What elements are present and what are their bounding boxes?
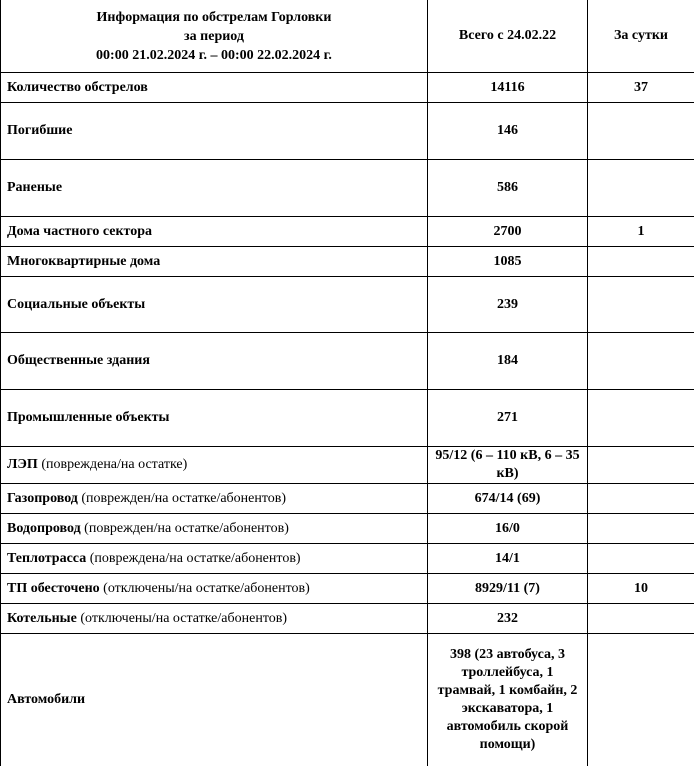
row-note: (поврежден/на остатке/абонентов) <box>78 491 286 506</box>
row-total: 146 <box>428 103 588 160</box>
table-row <box>1 103 694 160</box>
row-total: 239 <box>428 277 588 333</box>
row-day <box>588 514 694 544</box>
table-title <box>1 0 428 73</box>
row-label: Автомобили <box>7 692 85 707</box>
row-label: Погибшие <box>7 123 72 138</box>
row-day <box>588 160 694 217</box>
row-day <box>588 390 694 447</box>
table-row <box>1 390 694 447</box>
row-total: 232 <box>428 604 588 634</box>
row-total: 8929/11 (7) <box>428 574 588 604</box>
row-total: 95/12 (6 – 110 кВ, 6 – 35 кВ) <box>428 447 588 484</box>
row-day <box>588 277 694 333</box>
title-line-1: Информация по обстрелам Горловки <box>7 8 421 27</box>
row-day <box>588 634 694 766</box>
row-total: 2700 <box>428 217 588 247</box>
row-note: (повреждена/на остатке/абонентов) <box>86 551 300 566</box>
table-row <box>1 160 694 217</box>
row-label: Газопровод <box>7 491 78 506</box>
column-header-total: Всего с 24.02.22 <box>428 0 588 73</box>
row-total: 1085 <box>428 247 588 277</box>
row-note: (поврежден/на остатке/абонентов) <box>81 521 289 536</box>
column-header-day: За сутки <box>588 0 694 73</box>
row-day <box>588 247 694 277</box>
table-row <box>1 247 694 277</box>
title-line-2: за период <box>7 27 421 46</box>
table-row <box>1 73 694 103</box>
row-day <box>588 333 694 390</box>
row-total: 184 <box>428 333 588 390</box>
table-row <box>1 604 694 634</box>
row-label: ЛЭП <box>7 457 38 472</box>
row-total: 674/14 (69) <box>428 484 588 514</box>
title-line-3: 00:00 21.02.2024 г. – 00:00 22.02.2024 г. <box>7 46 421 65</box>
row-day <box>588 103 694 160</box>
row-note: (повреждена/на остатке) <box>38 457 187 472</box>
row-note: (отключены/на остатке/абонентов) <box>77 611 287 626</box>
row-label: Дома частного сектора <box>7 224 152 239</box>
table-row <box>1 217 694 247</box>
row-day: 1 <box>588 217 694 247</box>
row-total: 14/1 <box>428 544 588 574</box>
row-label: Общественные здания <box>7 353 150 368</box>
table-row <box>1 634 694 766</box>
row-label: Котельные <box>7 611 77 626</box>
row-label: Водопровод <box>7 521 81 536</box>
row-total: 271 <box>428 390 588 447</box>
row-total: 14116 <box>428 73 588 103</box>
row-total: 586 <box>428 160 588 217</box>
row-label: Социальные объекты <box>7 297 145 312</box>
row-day <box>588 484 694 514</box>
table-row <box>1 333 694 390</box>
row-day <box>588 447 694 484</box>
table-row <box>1 277 694 333</box>
row-label: Количество обстрелов <box>7 80 148 95</box>
row-day <box>588 544 694 574</box>
row-label: Многоквартирные дома <box>7 254 160 269</box>
table-row <box>1 484 694 514</box>
table-header-row <box>1 0 694 73</box>
row-note: (отключены/на остатке/абонентов) <box>100 581 310 596</box>
row-label: Промышленные объекты <box>7 410 169 425</box>
row-total: 16/0 <box>428 514 588 544</box>
row-label: ТП обесточено <box>7 581 100 596</box>
row-total: 398 (23 автобуса, 3 троллейбуса, 1 трамвай, 1 комбайн, 2 экскаватора, 1 автомобиль скорой помощи) <box>428 634 588 766</box>
row-day <box>588 604 694 634</box>
row-label: Раненые <box>7 180 62 195</box>
table-row <box>1 574 694 604</box>
row-day: 10 <box>588 574 694 604</box>
row-day: 37 <box>588 73 694 103</box>
table-row <box>1 544 694 574</box>
row-label: Теплотрасса <box>7 551 86 566</box>
table-row <box>1 447 694 484</box>
table-row <box>1 514 694 544</box>
